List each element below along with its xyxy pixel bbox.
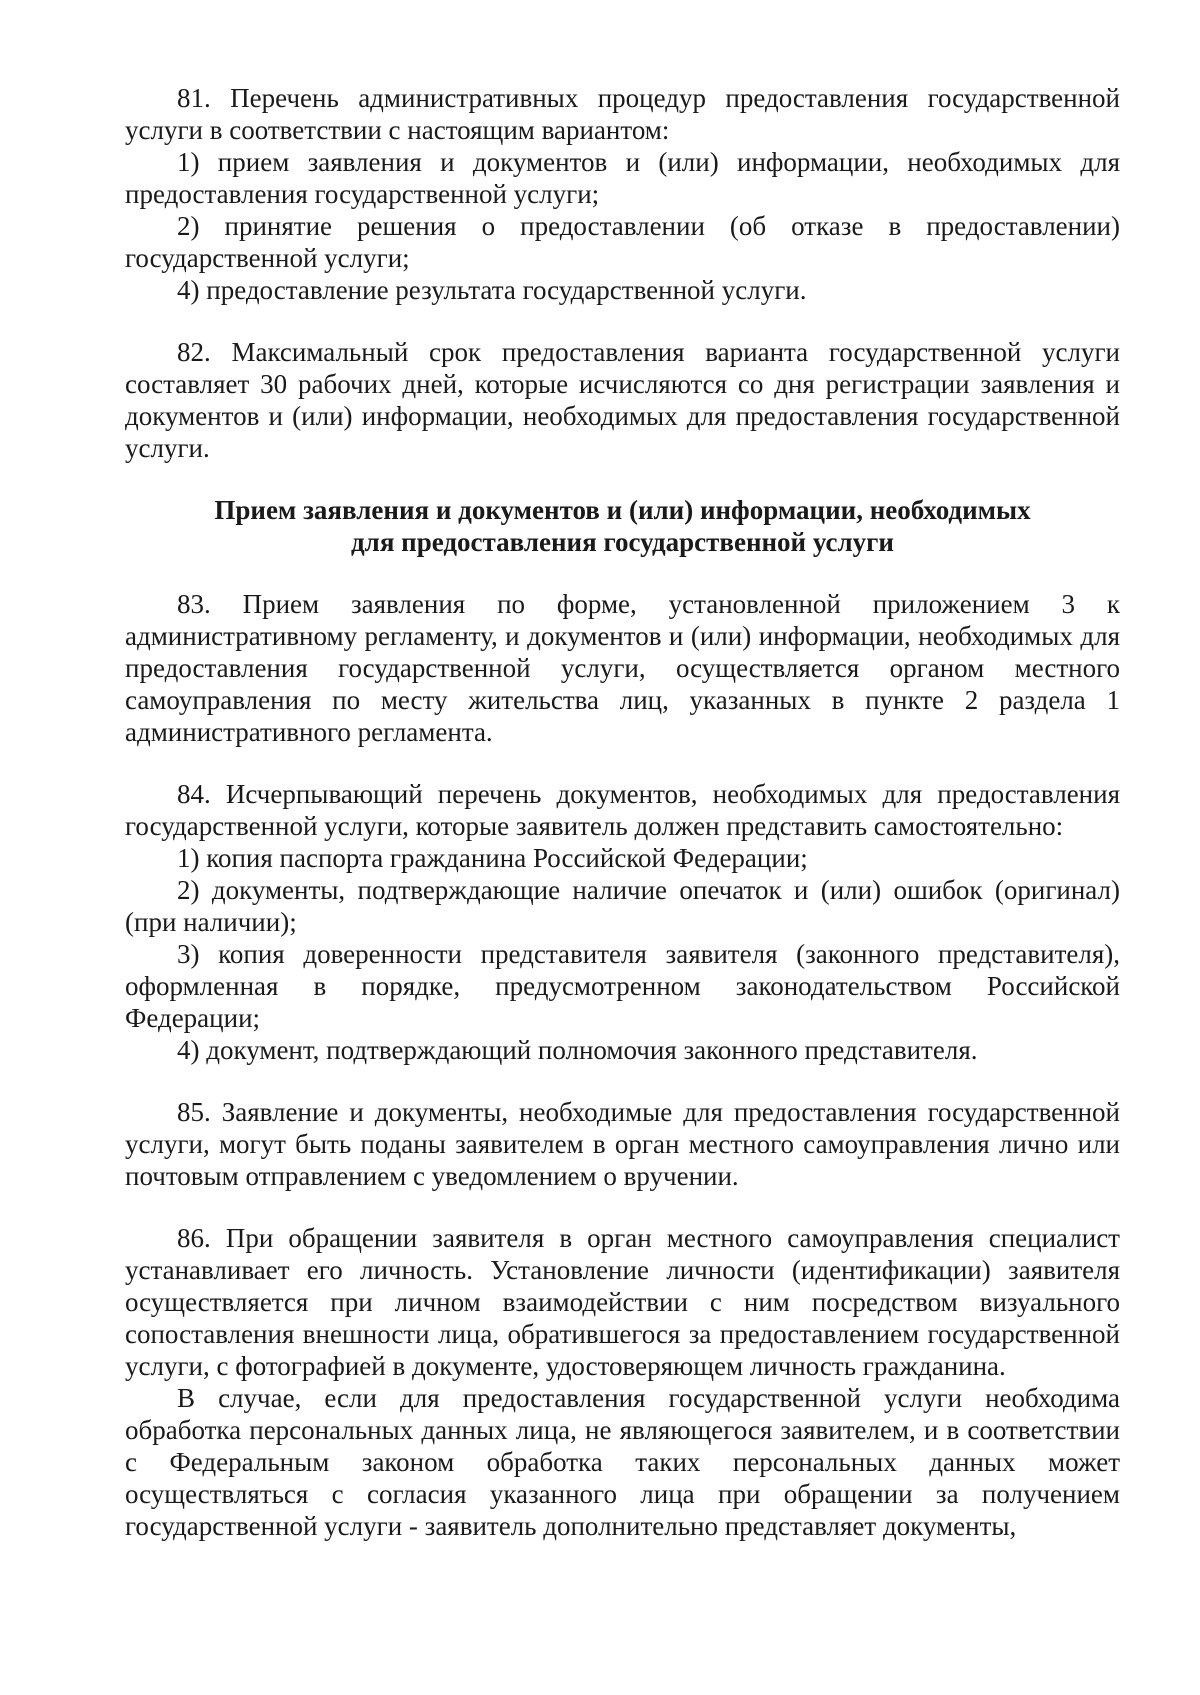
section-heading — [125, 494, 1120, 558]
paragraph-83: 83. Прием заявления по форме, установленной приложением 3 к административному регламенту, и документов и (или) информации, необходимых для предоставления государственной услуги, осуществляется органом местного самоуправления по месту жительства лиц, указанных в пункте 2 раздела 1 административного регламента. — [125, 589, 1120, 747]
paragraph-81-intro: 81. Перечень административных процедур предоставления государственной услуги в соответствии с настоящим вариантом: — [125, 83, 1120, 145]
paragraph-81-item-1: 1) прием заявления и документов и (или) информации, необходимых для предоставления государственной услуги; — [125, 147, 1120, 209]
paragraph-84-item-4: 4) документ, подтверждающий полномочия законного представителя. — [177, 1035, 978, 1065]
section-heading-line-1: Прием заявления и документов и (или) информации, необходимых — [214, 495, 1031, 525]
paragraph-86-case: В случае, если для предоставления государственной услуги необходима обработка персональных данных лица, не являющегося заявителем, и в соответствии с Федеральным законом обработка таких персональных данных может осуществляться с согласия указанного лица при обращении за получением государственной услуги - заявитель дополнительно представляет документы, — [125, 1383, 1120, 1541]
paragraph-85: 85. Заявление и документы, необходимые для предоставления государственной услуги, могут быть поданы заявителем в орган местного самоуправления лично или почтовым отправлением с уведомлением о вручении. — [125, 1097, 1120, 1191]
paragraph-81-item-2: 2) принятие решения о предоставлении (об отказе в предоставлении) государственной услуги; — [125, 211, 1120, 273]
paragraph-84-item-2: 2) документы, подтверждающие наличие опечаток и (или) ошибок (оригинал) (при наличии); — [125, 875, 1120, 937]
paragraph-84-item-3: 3) копия доверенности представителя заявителя (законного представителя), оформленная в порядке, предусмотренном законодательством Российской Федерации; — [125, 939, 1120, 1033]
paragraph-84-item-1: 1) копия паспорта гражданина Российской Федерации; — [177, 843, 808, 873]
paragraph-86: 86. При обращении заявителя в орган местного самоуправления специалист устанавливает его личность. Установление личности (идентификации) заявителя осуществляется при личном взаимодействии с ним посредством визуального сопоставления внешности лица, обратившегося за предоставлением государственной услуги, с фотографией в документе, удостоверяющем личность гражданина. — [125, 1223, 1120, 1381]
document-page — [125, 82, 1120, 1542]
paragraph-82: 82. Максимальный срок предоставления варианта государственной услуги составляет 30 рабочих дней, которые исчисляются со дня регистрации заявления и документов и (или) информации, необходимых для предоставления государственной услуги. — [125, 337, 1120, 463]
paragraph-81-item-4: 4) предоставление результата государственной услуги. — [177, 275, 807, 305]
section-heading-line-2: для предоставления государственной услуги — [351, 527, 894, 557]
paragraph-84-intro: 84. Исчерпывающий перечень документов, необходимых для предоставления государственной услуги, которые заявитель должен представить самостоятельно: — [125, 779, 1120, 841]
